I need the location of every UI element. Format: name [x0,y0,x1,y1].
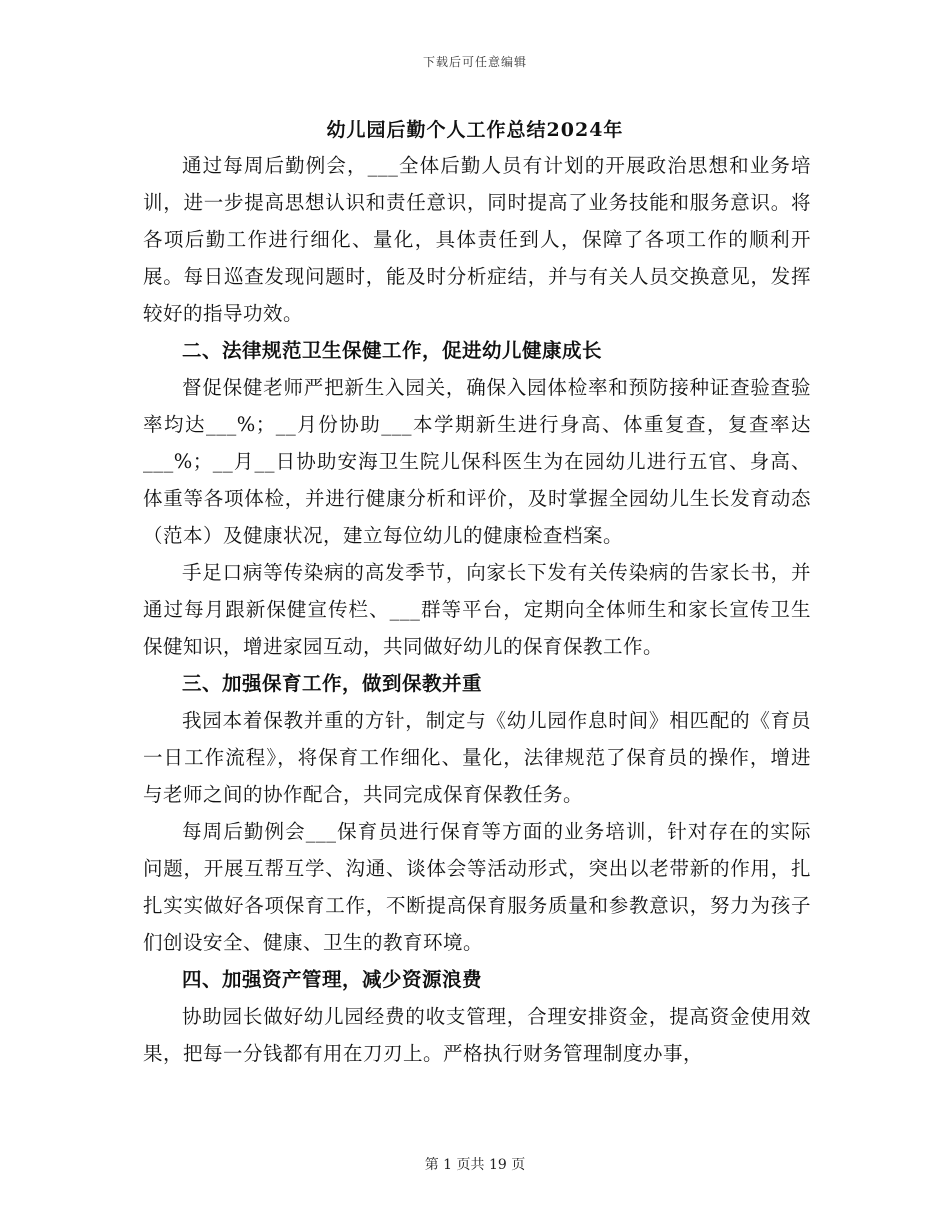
section-heading-2: 二、法律规范卫生保健工作，促进幼儿健康成长 [182,339,603,362]
document-body [143,147,811,1072]
page-header: 下载后可任意编辑 [422,55,527,69]
paragraph-5: 每周后勤例会___保育员进行保育等方面的业务培训，针对存在的实际问题，开展互帮互学、沟通、谈体会等活动形式，突出以老带新的作用，扎扎实实做好各项保育工作，不断提高保育服务质量和参教意识，努力为孩子们创设安全、健康、卫生的教育环境。 [143,820,811,954]
paragraph-3: 手足口病等传染病的高发季节，向家长下发有关传染病的告家长书，并通过每月跟新保健宣传栏、___群等平台，定期向全体师生和家长宣传卫生保健知识，增进家园互动，共同做好幼儿的保育保教工作。 [143,561,811,658]
page-footer: 第 1 页共 19 页 [424,1157,526,1173]
section-heading-3: 三、加强保育工作，做到保教并重 [182,672,483,695]
paragraph-4: 我园本着保教并重的方针，制定与《幼儿园作息时间》相匹配的《育员一日工作流程》，将保育工作细化、量化，法律规范了保育员的操作，增进与老师之间的协作配合，共同完成保育保教任务。 [143,709,811,806]
paragraph-1: 通过每周后勤例会，___全体后勤人员有计划的开展政治思想和业务培训，进一步提高思想认识和责任意识，同时提高了业务技能和服务意识。将各项后勤工作进行细化、量化，具体责任到人，保障了各项工作的顺利开展。每日巡查发现问题时，能及时分析症结，并与有关人员交换意见，发挥较好的指导功效。 [143,154,811,325]
document-title: 幼儿园后勤个人工作总结2024年 [326,119,624,141]
section-heading-4: 四、加强资产管理，减少资源浪费 [182,968,483,991]
paragraph-2: 督促保健老师严把新生入园关，确保入园体检率和预防接种证查验查验率均达___%；__月份协助___本学期新生进行身高、体重复查，复查率达___%；__月__日协助安海卫生院儿保科医生为在园幼儿进行五官、身高、体重等各项体检，并进行健康分析和评价，及时掌握全园幼儿生长发育动态（范本）及健康状况，建立每位幼儿的健康检查档案。 [143,376,811,547]
paragraph-6: 协助园长做好幼儿园经费的收支管理，合理安排资金，提高资金使用效果，把每一分钱都有用在刀刃上。严格执行财务管理制度办事， [143,1005,811,1065]
